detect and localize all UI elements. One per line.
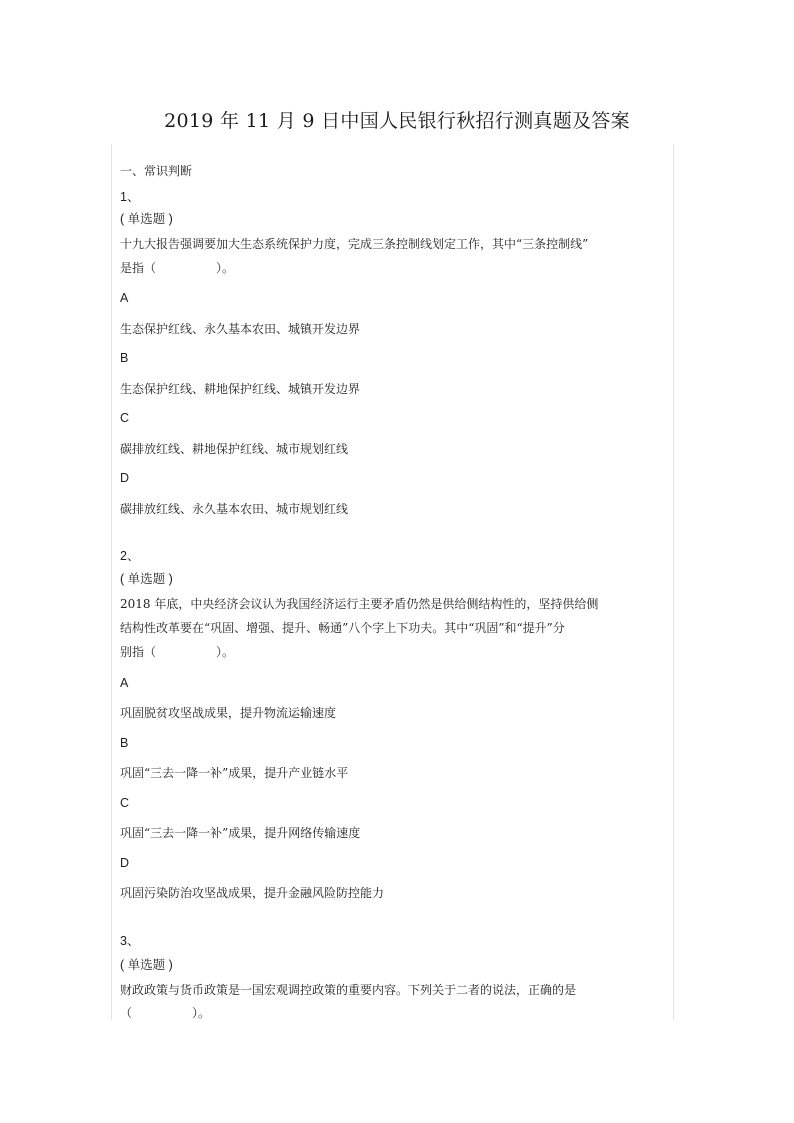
- question-3-type: ( 单选题 ): [120, 958, 173, 972]
- question-2-option-b-text: 巩固“三去一降一补”成果，提升产业链水平: [120, 766, 349, 780]
- question-2-option-b-letter: B: [120, 736, 129, 750]
- question-2-stem-line-3: 别指（ ）。: [120, 645, 235, 659]
- question-2-stem-line-1: 2018 年底，中央经济会议认为我国经济运行主要矛盾仍然是供给侧结构性的，坚持供给侧: [120, 597, 599, 611]
- question-2-option-c-letter: C: [120, 796, 130, 810]
- question-2-option-a-letter: A: [120, 676, 129, 690]
- question-1-option-b-text: 生态保护红线、耕地保护红线、城镇开发边界: [120, 382, 361, 396]
- document-title: 2019 年 11 月 9 日中国人民银行秋招行测真题及答案: [164, 110, 630, 132]
- question-1-option-a-text: 生态保护红线、永久基本农田、城镇开发边界: [120, 322, 361, 336]
- question-2-type: ( 单选题 ): [120, 572, 173, 586]
- section-heading: 一、常识判断: [120, 164, 193, 178]
- question-1-option-d-text: 碳排放红线、永久基本农田、城市规划红线: [120, 502, 349, 516]
- question-2-option-a-text: 巩固脱贫攻坚战成果，提升物流运输速度: [120, 706, 337, 720]
- question-3-number: 3、: [120, 934, 140, 948]
- question-1-option-c-letter: C: [120, 411, 130, 425]
- question-1-option-b-letter: B: [120, 351, 129, 365]
- question-1-option-c-text: 碳排放红线、耕地保护红线、城市规划红线: [120, 442, 349, 456]
- question-1-stem-line-2: 是指（ ）。: [120, 261, 235, 275]
- question-2-option-c-text: 巩固“三去一降一补”成果，提升网络传输速度: [120, 826, 361, 840]
- page-frame-right-border: [673, 144, 674, 1020]
- question-1-type: ( 单选题 ): [120, 212, 173, 226]
- question-1-number: 1、: [120, 190, 140, 204]
- question-1-stem-line-1: 十九大报告强调要加大生态系统保护力度，完成三条控制线划定工作，其中“三条控制线”: [120, 237, 589, 251]
- question-2-number: 2、: [120, 549, 140, 563]
- question-1-option-a-letter: A: [120, 291, 129, 305]
- question-2-option-d-letter: D: [120, 856, 130, 870]
- page-frame-left-border: [111, 144, 112, 1020]
- question-2-option-d-text: 巩固污染防治攻坚战成果，提升金融风险防控能力: [120, 886, 385, 900]
- question-3-stem-line-2: （ ）。: [120, 1006, 211, 1020]
- question-1-option-d-letter: D: [120, 471, 130, 485]
- question-3-stem-line-1: 财政政策与货币政策是一国宏观调控政策的重要内容。下列关于二者的说法，正确的是: [120, 983, 577, 997]
- question-2-stem-line-2: 结构性改革要在“巩固、增强、提升、畅通”八个字上下功夫。其中“巩固”和“提升”分: [120, 621, 565, 635]
